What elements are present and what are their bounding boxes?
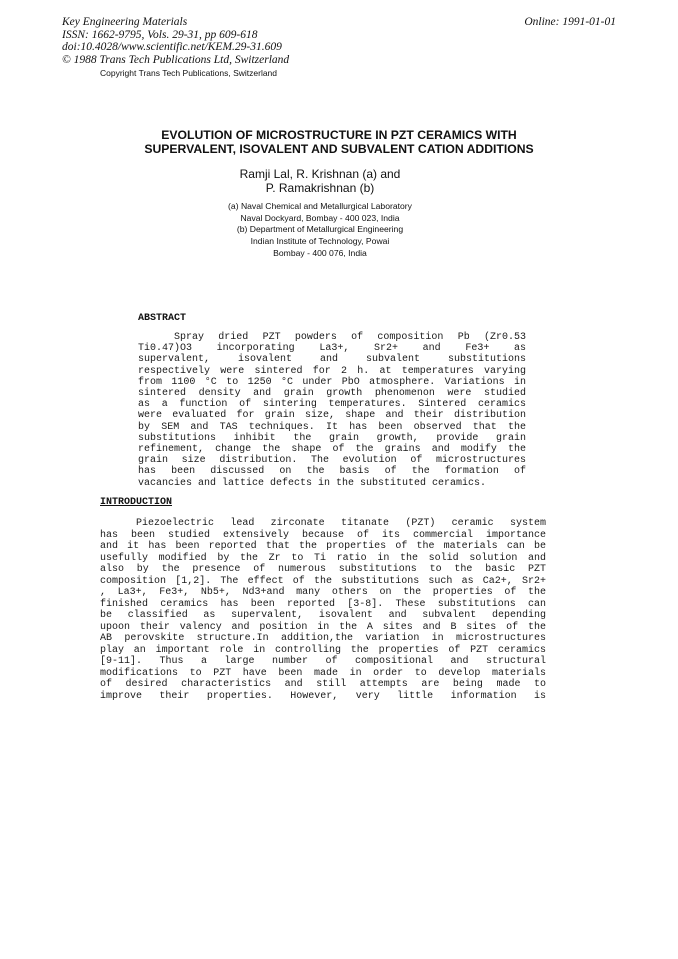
introduction-body — [100, 518, 546, 702]
abstract-heading: ABSTRACT — [138, 313, 187, 324]
affiliations — [0, 201, 640, 260]
introduction-line: , La3+, Fe3+, Nb5+, Nd3+and many others on the properties of the — [100, 587, 546, 598]
title-line: EVOLUTION OF MICROSTRUCTURE IN PZT CERAMICS WITH — [161, 128, 517, 142]
introduction-line: AB perovskite structure.In addition,the variation in microstructures — [100, 633, 546, 644]
abstract-line: respectively were sintered for 2 h. at temperatures varying — [138, 365, 526, 377]
publication-metadata — [62, 16, 289, 80]
introduction-line: be classified as supervalent, isovalent and subvalent depending — [100, 610, 546, 621]
introduction-line: composition [1,2]. The effect of the substitutions such as Ca2+, Sr2+ — [100, 575, 546, 587]
introduction-line: improve their properties. However, very little information is — [100, 690, 546, 702]
author-list — [0, 168, 640, 195]
introduction-line: usefully modified by the Zr to Ti ratio in the solid solution and — [100, 552, 546, 564]
abstract-line: as a function of sintering temperatures. Sintered ceramics — [138, 399, 526, 411]
copyright-note: Copyright Trans Tech Publications, Switzerland — [100, 68, 278, 79]
issn-line: ISSN: 1662-9795, Vols. 29-31, pp 609-618 — [62, 28, 258, 41]
introduction-line: also by the presence of numerous substitutions to the basic PZT — [100, 564, 546, 575]
affiliation-line: (b) Department of Metallurgical Engineering — [236, 224, 404, 235]
abstract-line: supervalent, isovalent and subvalent substitutions — [138, 354, 526, 366]
doi-line: doi:10.4028/www.scientific.net/KEM.29-31.609 — [62, 41, 282, 54]
introduction-line: and it has been reported that the properties of the materials can be — [100, 541, 546, 552]
paper-title — [0, 128, 678, 156]
abstract-line: has been discussed on the basis of the formation of — [138, 466, 526, 478]
abstract-line: vacancies and lattice defects in the substituted ceramics. — [138, 477, 487, 489]
introduction-line: finished ceramics has been reported [3-8]. These substitutions can — [100, 598, 546, 610]
introduction-line: play an important role in controlling the properties of PZT ceramics — [100, 644, 546, 656]
affiliation-line: Bombay - 400 076, India — [273, 247, 367, 258]
abstract-body — [138, 332, 526, 489]
abstract-line: Ti0.47)O3 incorporating La3+, Sr2+ and Fe3+ as — [138, 343, 526, 355]
introduction-line: of desired characteristics and still attempts are being made to — [100, 679, 546, 690]
introduction-line: [9-11]. Thus a large number of compositional and structural — [100, 656, 546, 667]
copyright-line: © 1988 Trans Tech Publications Ltd, Switzerland — [62, 53, 290, 66]
author-line: Ramji Lal, R. Krishnan (a) and — [239, 167, 401, 181]
abstract-line: Spray dried PZT powders of composition Pb (Zr0.53 — [174, 332, 526, 343]
abstract-line: refinement, change the shape of the grains and modify the — [138, 444, 526, 456]
abstract-line: were evaluated for grain size, shape and their distribution — [138, 410, 526, 422]
affiliation-line: Indian Institute of Technology, Powai — [250, 236, 390, 247]
abstract-line: grain size distribution. The evolution of microstructures — [138, 455, 526, 467]
abstract-line: substitutions inhibit the grain growth, provide grain — [138, 432, 526, 444]
introduction-heading: INTRODUCTION — [100, 497, 173, 508]
abstract-line: from 1100 °C to 1250 °C under PbO atmosphere. Variations in — [138, 376, 526, 388]
abstract-line: by SEM and TAS techniques. It has been observed that the — [138, 421, 526, 433]
title-line: SUPERVALENT, ISOVALENT AND SUBVALENT CATION ADDITIONS — [144, 142, 534, 156]
abstract-line: sintered density and grain growth phenomenon were studied — [138, 388, 526, 400]
online-date: Online: 1991-01-01 — [524, 16, 616, 28]
introduction-line: Piezoelectric lead zirconate titanate (PZT) ceramic system — [136, 518, 546, 529]
author-line: P. Ramakrishnan (b) — [265, 180, 375, 195]
introduction-line: has been studied extensively because of its commercial importance — [100, 529, 546, 541]
journal-name: Key Engineering Materials — [62, 16, 188, 28]
affiliation-line: (a) Naval Chemical and Metallurgical Laboratory — [228, 201, 412, 211]
introduction-line: modifications to PZT have been made in order to develop materials — [100, 667, 546, 679]
introduction-line: upoon their valency and position in the A sites and B sites of the — [100, 621, 546, 633]
affiliation-line: Naval Dockyard, Bombay - 400 023, India — [240, 212, 400, 223]
